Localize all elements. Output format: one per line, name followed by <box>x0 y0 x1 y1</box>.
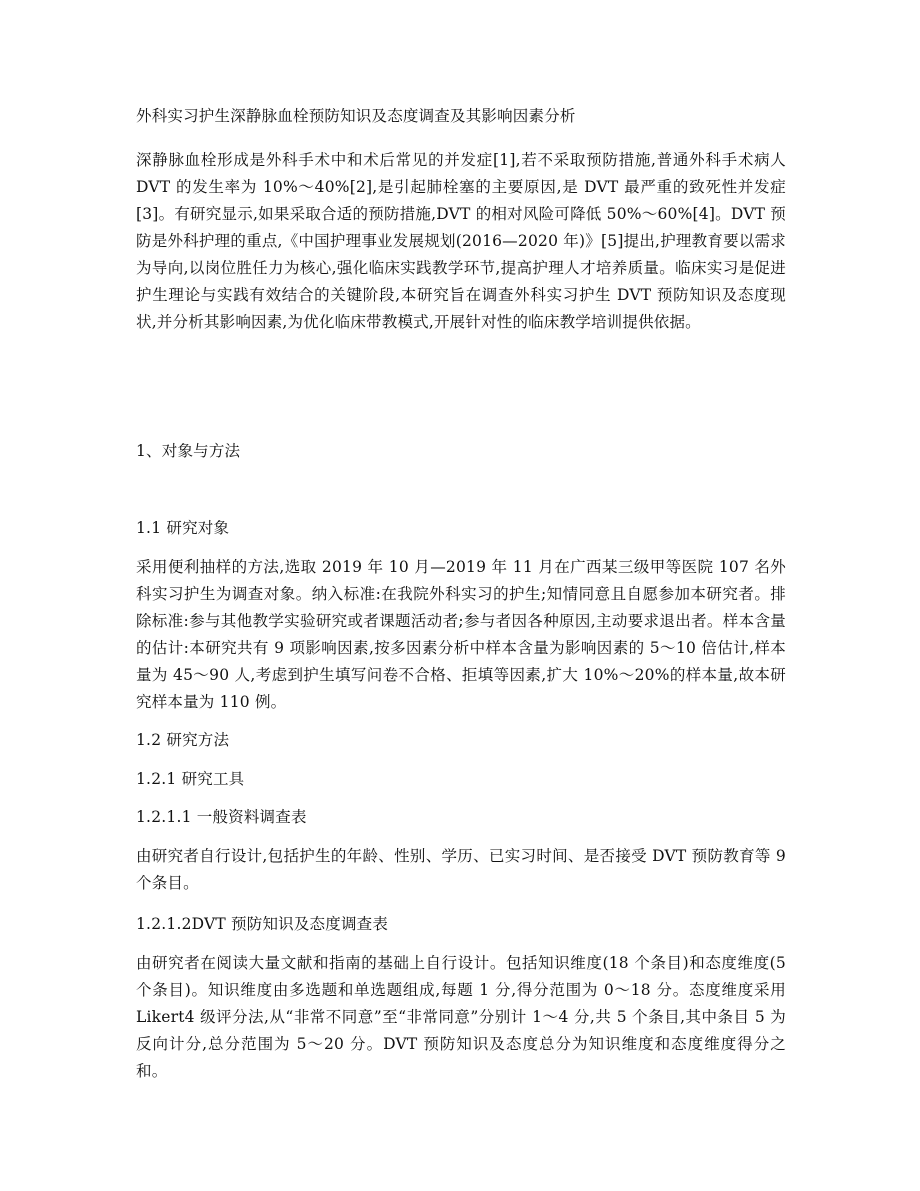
document-title: 外科实习护生深静脉血栓预防知识及态度调查及其影响因素分析 <box>136 107 576 125</box>
section-1-2-1-2-paragraph: 由研究者在阅读大量文献和指南的基础上自行设计。包括知识维度(18 个条目)和态度维度(5 个条目)。知识维度由多选题和单选题组成,每题 1 分,得分范围为 0～18 分。态度维度采用 Likert4 级评分法,从“非常不同意”至“非常同意”分别计 1～4 分,共 5 个条目,其中条目 5 为反向计分,总分范围为 5～20 分。DVT 预防知识及态度总分为知识维度和态度维度得分之和。 <box>136 954 786 1080</box>
section-1-1-heading: 1.1 研究对象 <box>136 519 230 537</box>
section-1-2-1-1-paragraph: 由研究者自行设计,包括护生的年龄、性别、学历、已实习时间、是否接受 DVT 预防教育等 9 个条目。 <box>136 847 786 892</box>
section-1-heading: 1、对象与方法 <box>136 442 241 460</box>
section-1-2-1-2-heading: 1.2.1.2DVT 预防知识及态度调查表 <box>136 915 389 933</box>
section-1-1-paragraph: 采用便利抽样的方法,选取 2019 年 10 月—2019 年 11 月在广西某三级甲等医院 107 名外科实习护生为调查对象。纳入标准:在我院外科实习的护生;知情同意且自愿参加本研究者。排除标准:参与其他教学实验研究或者课题活动者;参与者因各种原因,主动要求退出者。样本含量的估计:本研究共有 9 项影响因素,按多因素分析中样本含量为影响因素的 5～10 倍估计,样本量为 45～90 人,考虑到护生填写问卷不合格、拒填等因素,扩大 10%～20%的样本量,故本研究样本量为 110 例。 <box>136 558 786 711</box>
section-1-2-heading: 1.2 研究方法 <box>136 731 230 749</box>
section-1-2-1-1-heading: 1.2.1.1 一般资料调查表 <box>136 808 307 826</box>
intro-paragraph: 深静脉血栓形成是外科手术中和术后常见的并发症[1],若不采取预防措施,普通外科手术病人 DVT 的发生率为 10%～40%[2],是引起肺栓塞的主要原因,是 DVT 最严重的致死性并发症[3]。有研究显示,如果采取合适的预防措施,DVT 的相对风险可降低 50%～60%[4]。DVT 预防是外科护理的重点,《中国护理事业发展规划(2016—2020 年)》[5]提出,护理教育要以需求为导向,以岗位胜任力为核心,强化临床实践教学环节,提高护理人才培养质量。临床实习是促进护生理论与实践有效结合的关键阶段,本研究旨在调查外科实习护生 DVT 预防知识及态度现状,并分析其影响因素,为优化临床带教模式,开展针对性的临床教学培训提供依据。 <box>136 151 786 331</box>
section-1-2-1-heading: 1.2.1 研究工具 <box>136 770 245 788</box>
